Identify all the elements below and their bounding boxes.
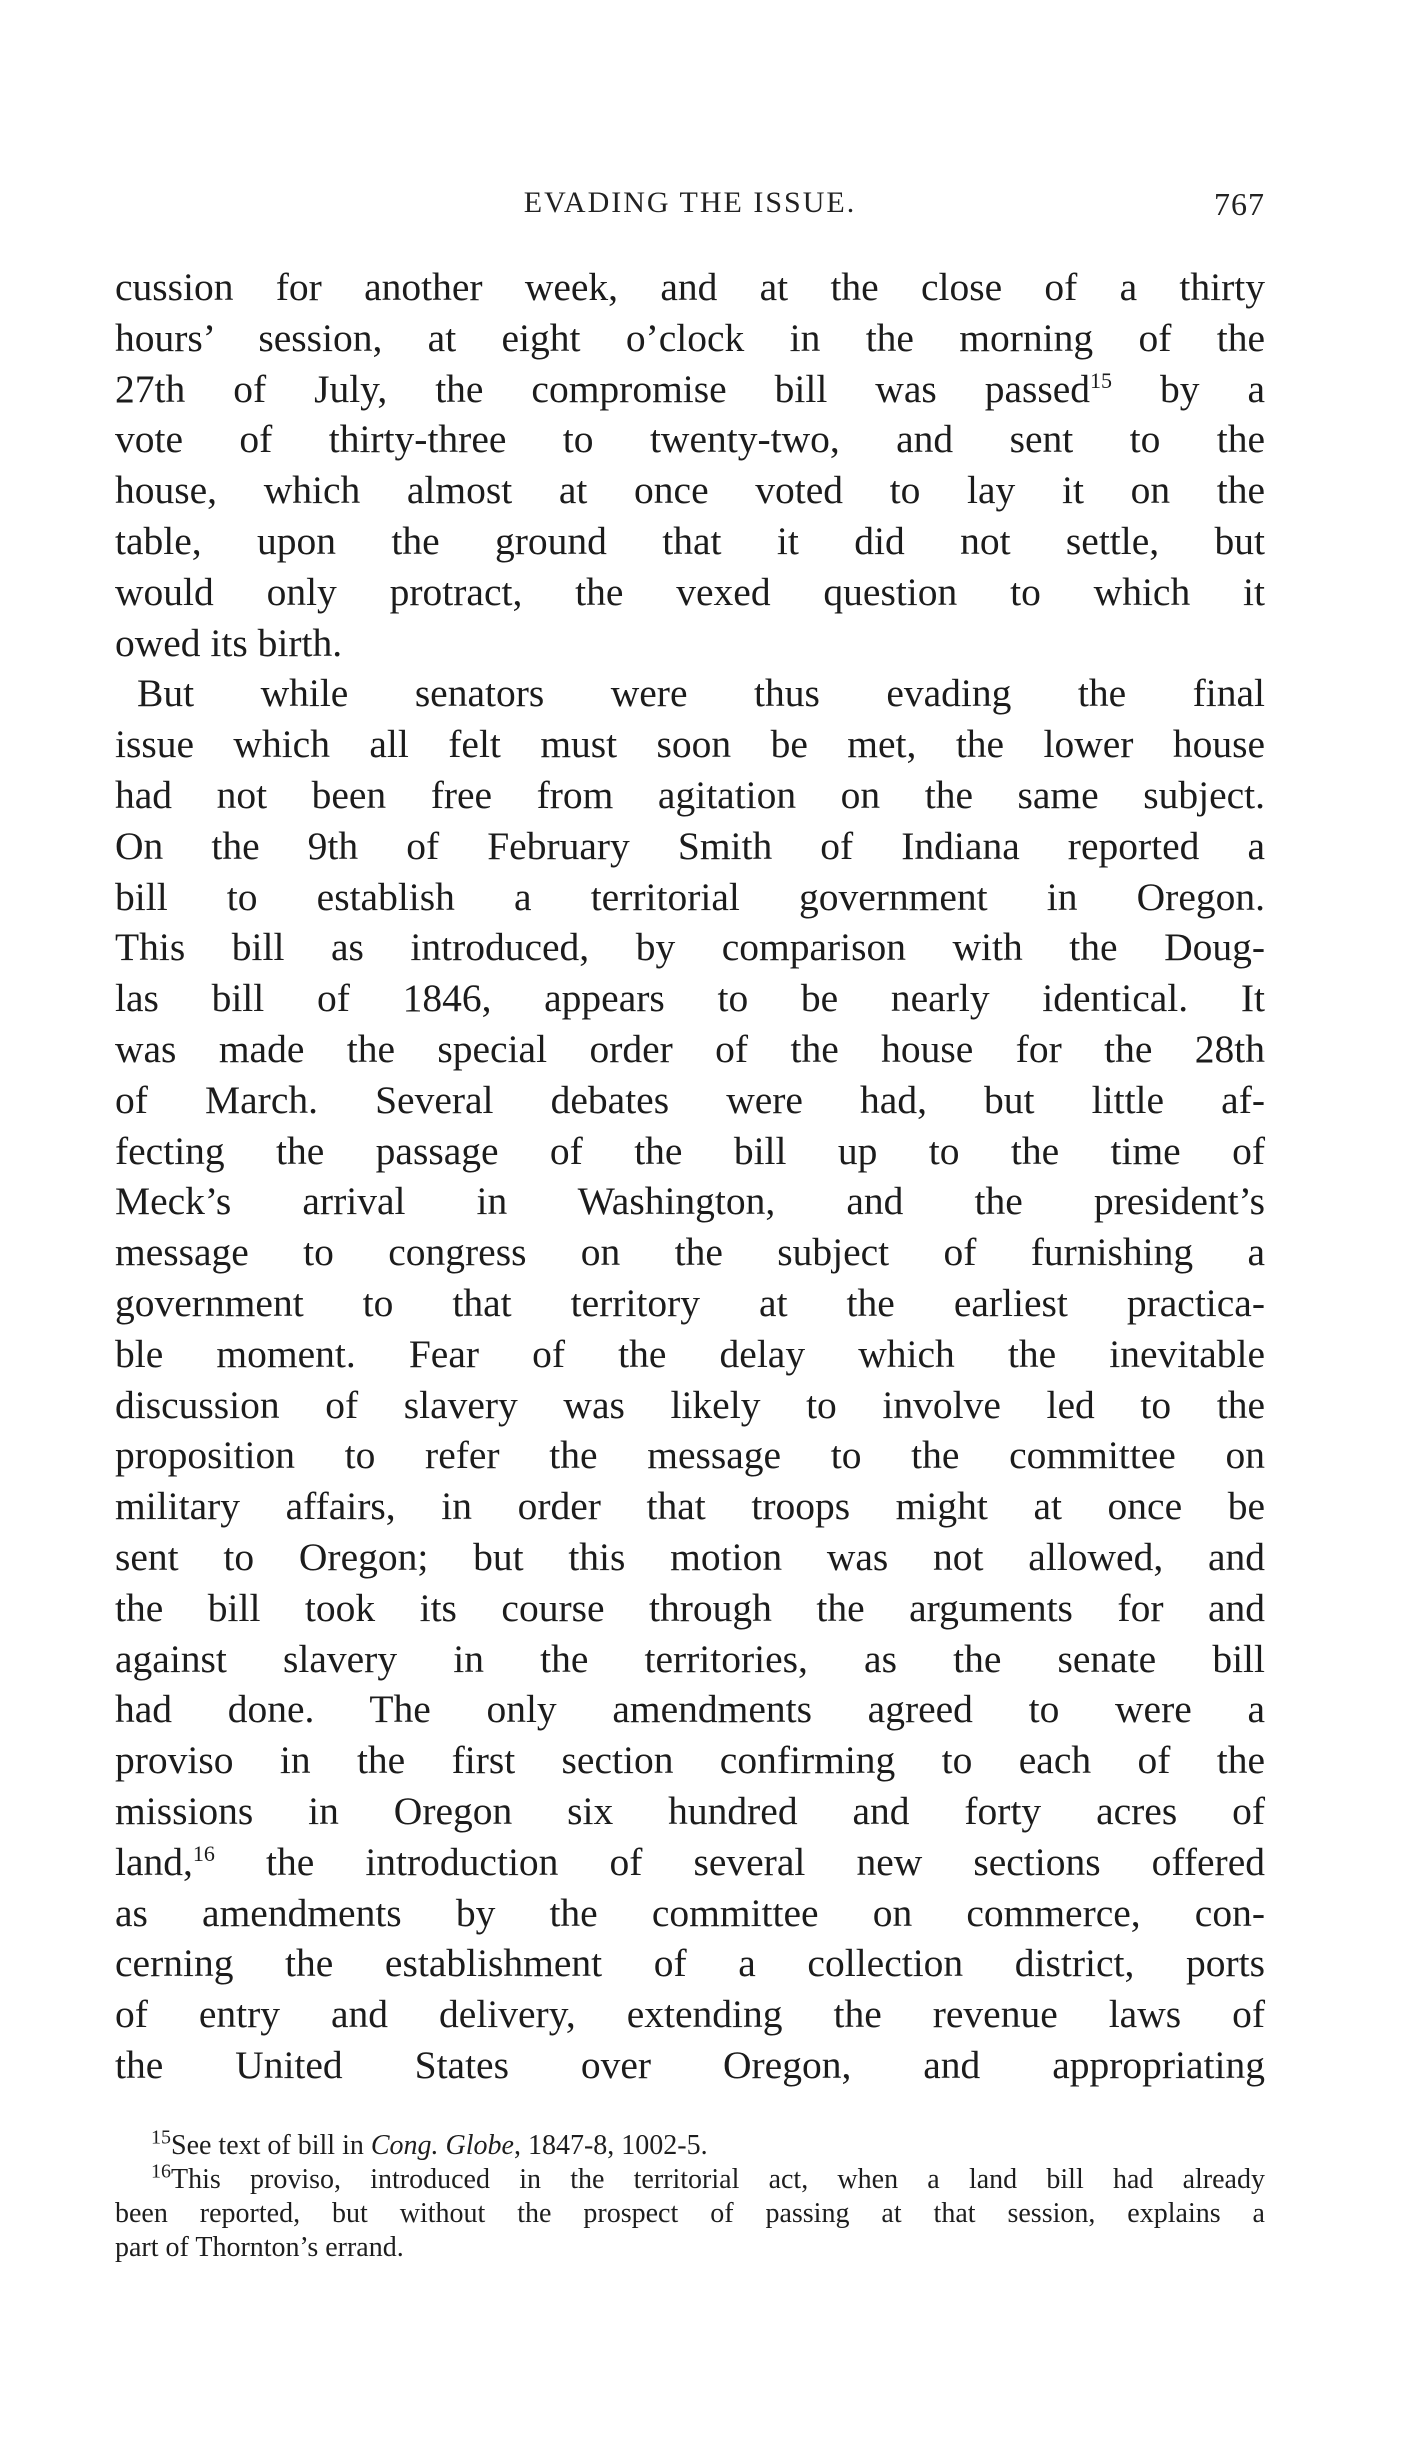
text-line: was made the special order of the house for the 28th xyxy=(115,1026,1265,1071)
footnotes xyxy=(115,2126,1265,2265)
footnote-16-line: part of Thornton’s errand. xyxy=(115,2231,404,2263)
book-page xyxy=(115,180,1265,2265)
footnote-number: 15 xyxy=(151,2126,171,2149)
text-line: vote of thirty-three to twenty-two, and sent to the xyxy=(115,417,1265,462)
text-line: owed its birth. xyxy=(115,620,343,665)
footnote-text: This proviso, introduced in the territorial act, when a land bill had already xyxy=(171,2163,1265,2195)
page-number: 767 xyxy=(1214,186,1265,222)
text-line: military affairs, in order that troops might at once be xyxy=(115,1484,1265,1529)
text-line xyxy=(115,364,1265,415)
text-line: proviso in the first section confirming to each of the xyxy=(115,1738,1265,1783)
text-segment: by a xyxy=(1112,366,1265,411)
footnote-16-line: been reported, but without the prospect of passing at that session, explains a xyxy=(115,2197,1265,2229)
body-text xyxy=(115,262,1265,2091)
text-line: cerning the establishment of a collection district, ports xyxy=(115,1941,1265,1986)
text-line: government to that territory at the earliest practica- xyxy=(115,1280,1265,1325)
text-line: bill to establish a territorial government in Oregon. xyxy=(115,874,1265,919)
text-line: On the 9th of February Smith of Indiana reported a xyxy=(115,823,1265,868)
text-line: fecting the passage of the bill up to the time of xyxy=(115,1128,1265,1173)
text-segment: 27th of July, the compromise bill was passed xyxy=(115,366,1091,411)
text-line: had not been free from agitation on the same subject. xyxy=(115,772,1265,817)
text-line: would only protract, the vexed question to which it xyxy=(115,569,1265,614)
text-line: of March. Several debates were had, but little af- xyxy=(115,1077,1265,1122)
text-line: the bill took its course through the arguments for and xyxy=(115,1585,1265,1630)
footnote-ref-15[interactable]: 15 xyxy=(1090,367,1113,393)
footnote-text: See text of bill in xyxy=(171,2129,371,2161)
text-line: against slavery in the territories, as the senate bill xyxy=(115,1636,1265,1681)
text-line: proposition to refer the message to the committee on xyxy=(115,1433,1265,1478)
running-head xyxy=(115,180,1265,230)
text-line: message to congress on the subject of furnishing a xyxy=(115,1230,1265,1275)
footnote-ref-16[interactable]: 16 xyxy=(192,1840,215,1866)
text-segment: the introduction of several new sections offered xyxy=(214,1839,1265,1884)
text-line: cussion for another week, and at the close of a thirty xyxy=(115,265,1265,309)
text-segment: land, xyxy=(115,1839,193,1884)
footnote-citation: Cong. Globe xyxy=(370,2129,514,2161)
text-line: Meck’s arrival in Washington, and the president’s xyxy=(115,1179,1265,1224)
text-line: the United States over Oregon, and appropriating xyxy=(115,2042,1265,2087)
running-head-title: EVADING THE ISSUE. xyxy=(523,186,857,219)
text-line: as amendments by the committee on commerce, con- xyxy=(115,1890,1265,1935)
text-line: This bill as introduced, by comparison with the Doug- xyxy=(115,925,1265,970)
text-line: house, which almost at once voted to lay it on the xyxy=(115,468,1265,513)
text-line: of entry and delivery, extending the revenue laws of xyxy=(115,1992,1265,2037)
text-line: discussion of slavery was likely to involve led to the xyxy=(115,1382,1265,1427)
text-line: missions in Oregon six hundred and forty acres of xyxy=(115,1788,1265,1833)
text-line: sent to Oregon; but this motion was not allowed, and xyxy=(115,1534,1265,1579)
text-line: had done. The only amendments agreed to were a xyxy=(115,1687,1265,1732)
text-line: las bill of 1846, appears to be nearly identical. It xyxy=(115,976,1265,1021)
footnote-number: 16 xyxy=(151,2160,171,2183)
text-line: table, upon the ground that it did not settle, but xyxy=(115,518,1265,563)
footnote-text: , 1847-8, 1002-5. xyxy=(513,2129,708,2161)
text-line xyxy=(115,1837,1265,1888)
text-line: hours’ session, at eight o’clock in the morning of the xyxy=(115,315,1265,360)
footnote-15 xyxy=(115,2126,1265,2163)
footnote-16 xyxy=(115,2160,1265,2197)
text-line: ble moment. Fear of the delay which the inevitable xyxy=(115,1331,1265,1376)
text-line: But while senators were thus evading the final xyxy=(137,671,1265,716)
text-line: issue which all felt must soon be met, the lower house xyxy=(115,722,1265,767)
